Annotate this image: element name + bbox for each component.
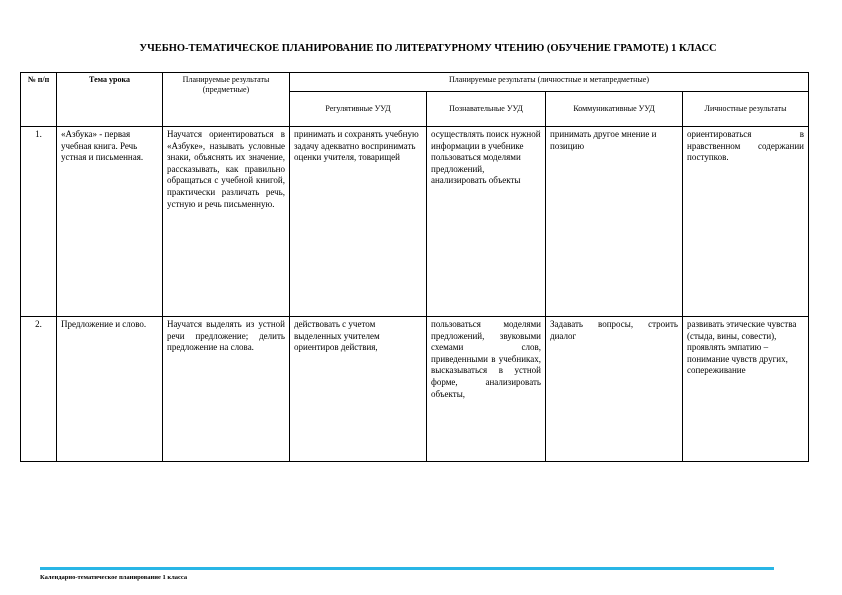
table-header-row bbox=[21, 73, 809, 92]
row-personal: ориентироваться в нравственном содержании поступков. bbox=[683, 127, 809, 317]
row-number: 1. bbox=[21, 127, 57, 317]
table-row bbox=[21, 127, 809, 317]
header-topic: Тема урока bbox=[57, 73, 163, 127]
header-cognitive: Познавательные УУД bbox=[427, 92, 546, 127]
planning-table bbox=[20, 72, 809, 462]
row-personal: развивать этические чувства (стыда, вины, совести), проявлять эмпатию – понимание чувств других, сопереживание bbox=[683, 317, 809, 462]
row-regulative: действовать с учетом выделенных учителем ориентиров действия, bbox=[290, 317, 427, 462]
footer-text: Календарно-тематическое планирование 1 класса bbox=[40, 574, 188, 581]
header-regulative: Регулятивные УУД bbox=[290, 92, 427, 127]
row-communicative: принимать другое мнение и позицию bbox=[546, 127, 683, 317]
header-group: Планируемые результаты (личностные и метапредметные) bbox=[290, 73, 809, 92]
header-communicative: Коммуникативные УУД bbox=[546, 92, 683, 127]
row-number: 2. bbox=[21, 317, 57, 462]
footer-divider bbox=[40, 567, 774, 570]
header-subject-results: Планируемые результаты (предметные) bbox=[163, 73, 290, 127]
row-topic: «Азбука» - первая учебная книга. Речь устная и письменная. bbox=[57, 127, 163, 317]
row-subject: Научатся выделять из устной речи предложение; делить предложение на слова. bbox=[163, 317, 290, 462]
row-communicative: Задавать вопросы, строить диалог bbox=[546, 317, 683, 462]
row-topic: Предложение и слово. bbox=[57, 317, 163, 462]
row-subject: Научатся ориентироваться в «Азбуке», называть условные знаки, объяснять их значение, рассказывать, как правильно обращаться с учебной книгой, практически различать речь, устную и речь письменную. bbox=[163, 127, 290, 317]
row-cognitive: осуществлять поиск нужной информации в учебнике пользоваться моделями предложений, анализировать объекты bbox=[427, 127, 546, 317]
header-num: № п/п bbox=[21, 73, 57, 127]
row-regulative: принимать и сохранять учебную задачу адекватно воспринимать оценки учителя, товарищей bbox=[290, 127, 427, 317]
header-personal: Личностные результаты bbox=[683, 92, 809, 127]
document-title: УЧЕБНО-ТЕМАТИЧЕСКОЕ ПЛАНИРОВАНИЕ ПО ЛИТЕРАТУРНОМУ ЧТЕНИЮ (ОБУЧЕНИЕ ГРАМОТЕ) 1 КЛАСС bbox=[139, 43, 717, 54]
table-row bbox=[21, 317, 809, 462]
row-cognitive: пользоваться моделями предложений, звуковыми схемами слов, приведенными в учебниках, высказываться в устной форме, анализировать объекты, bbox=[427, 317, 546, 462]
